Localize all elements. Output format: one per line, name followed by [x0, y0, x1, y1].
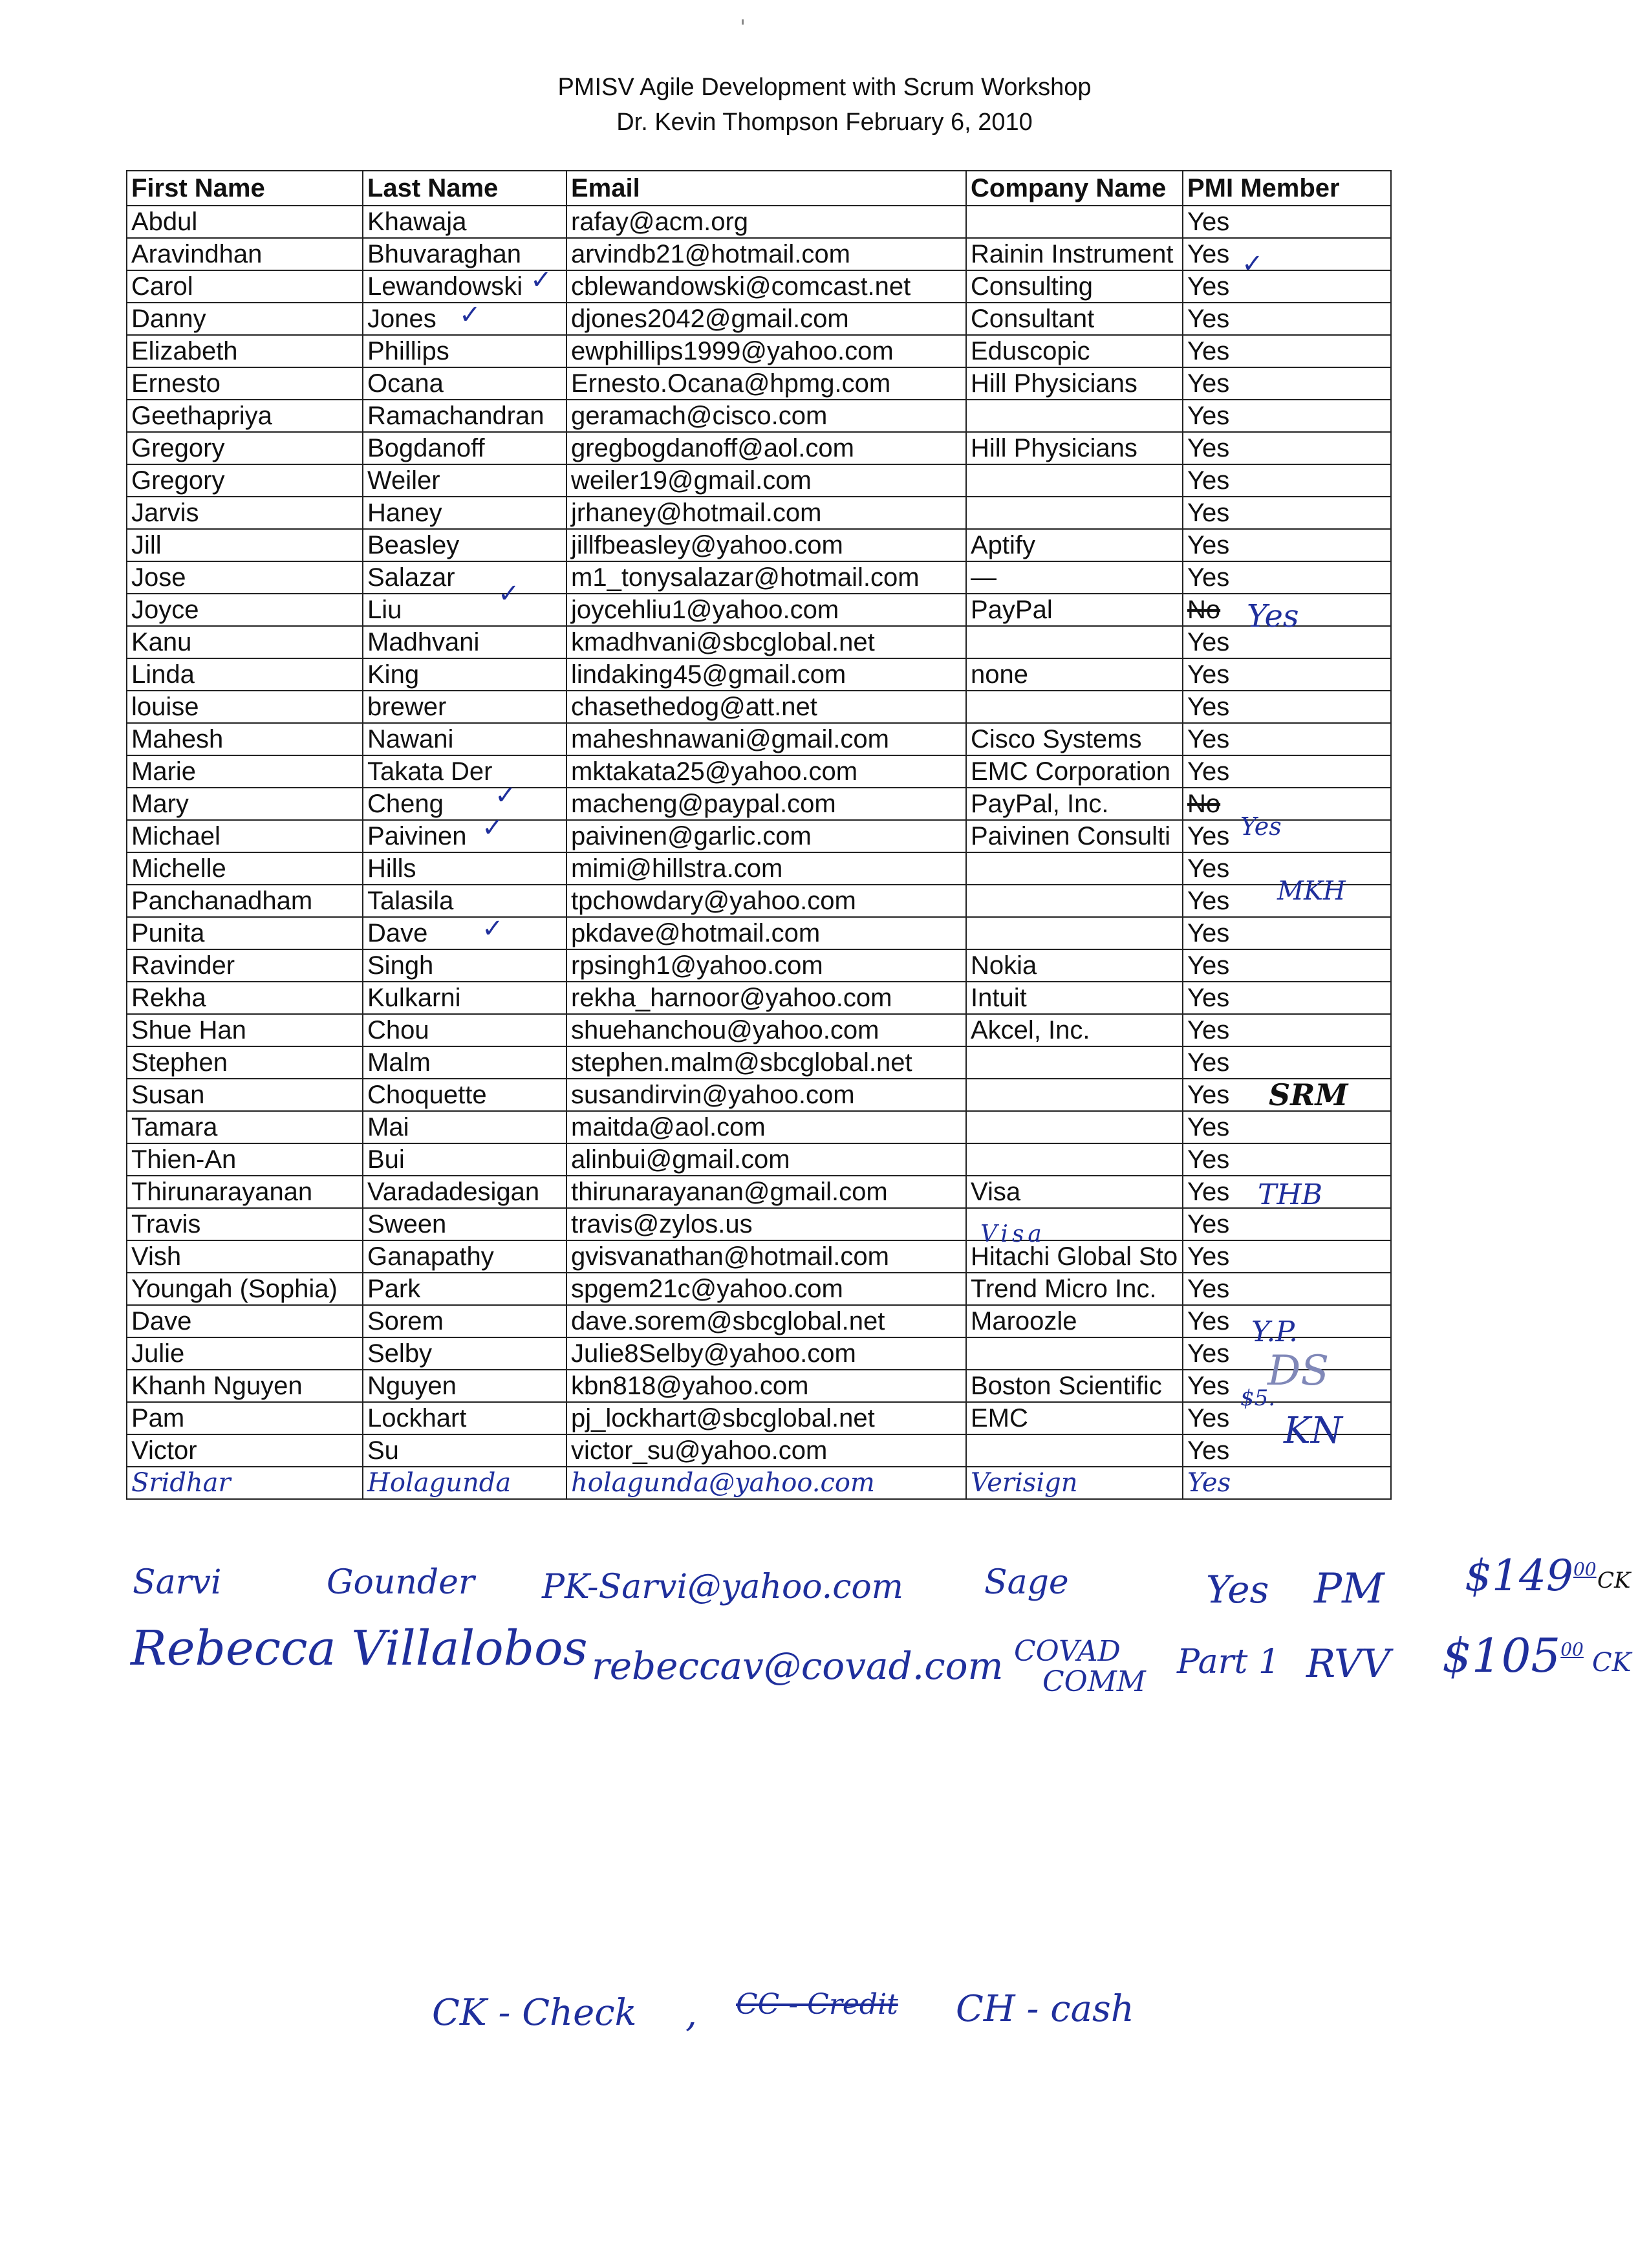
pmi-member-cell: Yes — [1183, 561, 1391, 594]
table-row — [127, 885, 1391, 917]
last-name-cell: Bui — [363, 1143, 566, 1176]
table-row — [127, 1079, 1391, 1111]
company-cell: Consultant — [966, 303, 1183, 335]
pmi-member-cell: Yes — [1183, 497, 1391, 529]
extra-initials: RVV — [1306, 1641, 1390, 1687]
company-cell: Nokia — [966, 949, 1183, 982]
company-cell: PayPal, Inc. — [966, 788, 1183, 820]
last-name-cell: Weiler — [363, 464, 566, 497]
company-cell: Visa — [966, 1176, 1183, 1208]
pmi-member-cell: Yes — [1183, 1305, 1391, 1337]
email-cell: Ernesto.Ocana@hpmg.com — [566, 367, 966, 400]
pmi-member-cell: Yes — [1183, 529, 1391, 561]
table-row — [127, 1143, 1391, 1176]
pmi-member-cell: Yes — [1183, 400, 1391, 432]
mary-pmi-correction: Yes — [1240, 812, 1282, 841]
company-cell — [966, 206, 1183, 238]
last-name-cell: Jones — [363, 303, 566, 335]
last-name-cell: Takata Der — [363, 755, 566, 788]
email-cell: maheshnawani@gmail.com — [566, 723, 966, 755]
first-name-cell: Sridhar — [127, 1467, 363, 1499]
company-cell: EMC — [966, 1402, 1183, 1434]
company-cell — [966, 400, 1183, 432]
table-row — [127, 1273, 1391, 1305]
last-name-cell: King — [363, 658, 566, 691]
table-row — [127, 1370, 1391, 1402]
email-cell: shuehanchou@yahoo.com — [566, 1014, 966, 1046]
last-name-cell: Kulkarni — [363, 982, 566, 1014]
pmi-member-cell: Yes — [1183, 852, 1391, 885]
pmi-member-cell: Yes — [1183, 432, 1391, 464]
first-name-cell: Rekha — [127, 982, 363, 1014]
email-cell: maitda@aol.com — [566, 1111, 966, 1143]
table-row — [127, 1240, 1391, 1273]
email-cell: arvindb21@hotmail.com — [566, 238, 966, 270]
first-name-cell: Mahesh — [127, 723, 363, 755]
email-cell: gvisvanathan@hotmail.com — [566, 1240, 966, 1273]
first-name-cell: Aravindhan — [127, 238, 363, 270]
first-name-cell: Youngah (Sophia) — [127, 1273, 363, 1305]
amount-cents: 00 — [1560, 1639, 1584, 1660]
email-cell: kmadhvani@sbcglobal.net — [566, 626, 966, 658]
first-name-cell: Punita — [127, 917, 363, 949]
table-header-row — [127, 171, 1391, 206]
company-cell: Akcel, Inc. — [966, 1014, 1183, 1046]
email-cell: rekha_harnoor@yahoo.com — [566, 982, 966, 1014]
pmi-member-cell: Yes — [1183, 1046, 1391, 1079]
company-cell: Consulting — [966, 270, 1183, 303]
email-cell: dave.sorem@sbcglobal.net — [566, 1305, 966, 1337]
first-name-cell: Danny — [127, 303, 363, 335]
table-row — [127, 1208, 1391, 1240]
email-cell: thirunarayanan@gmail.com — [566, 1176, 966, 1208]
last-name-cell: Lockhart — [363, 1402, 566, 1434]
last-name-cell: Sween — [363, 1208, 566, 1240]
email-cell: stephen.malm@sbcglobal.net — [566, 1046, 966, 1079]
company-cell — [966, 464, 1183, 497]
last-name-cell: Dave — [363, 917, 566, 949]
legend-cash: CH - cash — [956, 1988, 1134, 2030]
attendance-table — [126, 170, 1392, 1500]
legend-separator: , — [685, 1993, 697, 2035]
last-name-cell: Talasila — [363, 885, 566, 917]
company-cell — [966, 852, 1183, 885]
first-name-cell: Ravinder — [127, 949, 363, 982]
last-name-cell: Su — [363, 1434, 566, 1467]
table-row — [127, 561, 1391, 594]
pmi-member-cell: Yes — [1183, 1079, 1391, 1111]
table-row — [127, 400, 1391, 432]
email-cell: macheng@paypal.com — [566, 788, 966, 820]
table-row — [127, 982, 1391, 1014]
table-row — [127, 367, 1391, 400]
last-name-cell: Bhuvaraghan — [363, 238, 566, 270]
table-row — [127, 206, 1391, 238]
pmi-member-cell: Yes — [1183, 626, 1391, 658]
first-name-cell: Michelle — [127, 852, 363, 885]
last-name-cell: Ramachandran — [363, 400, 566, 432]
first-name-cell: Thien-An — [127, 1143, 363, 1176]
last-name-cell: Mai — [363, 1111, 566, 1143]
joyce-pmi-correction: Yes — [1247, 598, 1299, 634]
company-cell: none — [966, 658, 1183, 691]
first-name-cell: Victor — [127, 1434, 363, 1467]
table-row — [127, 820, 1391, 852]
extra-note: Part 1 — [1177, 1643, 1280, 1681]
company-cell: Paivinen Consulti — [966, 820, 1183, 852]
table-row — [127, 303, 1391, 335]
company-cell: Eduscopic — [966, 335, 1183, 367]
first-name-cell: Panchanadham — [127, 885, 363, 917]
table-row — [127, 755, 1391, 788]
table-row — [127, 432, 1391, 464]
email-cell: victor_su@yahoo.com — [566, 1434, 966, 1467]
email-cell: lindaking45@gmail.com — [566, 658, 966, 691]
first-name-cell: Joyce — [127, 594, 363, 626]
check-mark-icon: ✓ — [482, 914, 504, 943]
company-cell: Hill Physicians — [966, 432, 1183, 464]
table-row — [127, 335, 1391, 367]
pmi-member-cell: Yes — [1183, 949, 1391, 982]
pmi-member-cell: No — [1183, 594, 1391, 626]
company-cell: Aptify — [966, 529, 1183, 561]
email-cell: kbn818@yahoo.com — [566, 1370, 966, 1402]
pmi-member-cell: Yes — [1183, 270, 1391, 303]
email-cell: ewphillips1999@yahoo.com — [566, 335, 966, 367]
company-cell — [966, 885, 1183, 917]
first-name-cell: Elizabeth — [127, 335, 363, 367]
email-cell: pkdave@hotmail.com — [566, 917, 966, 949]
company-cell: — — [966, 561, 1183, 594]
check-mark-icon: ✓ — [1242, 250, 1264, 278]
table-row — [127, 1176, 1391, 1208]
pmi-member-cell: Yes — [1183, 303, 1391, 335]
first-name-cell: Gregory — [127, 464, 363, 497]
first-name-cell: Dave — [127, 1305, 363, 1337]
pmi-member-cell: Yes — [1183, 1273, 1391, 1305]
last-name-cell: Salazar — [363, 561, 566, 594]
company-cell: Hitachi Global Sto — [966, 1240, 1183, 1273]
table-row — [127, 1434, 1391, 1467]
last-name-cell: Beasley — [363, 529, 566, 561]
signature-thb: THB — [1258, 1178, 1323, 1211]
pmi-member-cell: Yes — [1183, 1402, 1391, 1434]
table-row — [127, 691, 1391, 723]
table-row — [127, 917, 1391, 949]
last-name-cell: Nawani — [363, 723, 566, 755]
last-name-cell: Selby — [363, 1337, 566, 1370]
first-name-cell: Shue Han — [127, 1014, 363, 1046]
email-cell: rpsingh1@yahoo.com — [566, 949, 966, 982]
first-name-cell: Stephen — [127, 1046, 363, 1079]
extra-company-line1: COVAD — [1014, 1635, 1121, 1668]
column-header: Company Name — [966, 171, 1183, 206]
pmi-member-cell: Yes — [1183, 238, 1391, 270]
last-name-cell: Cheng — [363, 788, 566, 820]
last-name-cell: Bogdanoff — [363, 432, 566, 464]
last-name-cell: Malm — [363, 1046, 566, 1079]
company-cell: Maroozle — [966, 1305, 1183, 1337]
table-row — [127, 497, 1391, 529]
table-row — [127, 1046, 1391, 1079]
first-name-cell: Travis — [127, 1208, 363, 1240]
pmi-member-cell: Yes — [1183, 367, 1391, 400]
visa-company-note: Visa — [980, 1221, 1046, 1247]
email-cell: travis@zylos.us — [566, 1208, 966, 1240]
last-name-cell: Chou — [363, 1014, 566, 1046]
first-name-cell: Tamara — [127, 1111, 363, 1143]
company-cell — [966, 1143, 1183, 1176]
first-name-cell: Gregory — [127, 432, 363, 464]
last-name-cell: Nguyen — [363, 1370, 566, 1402]
legend-struck: CC - Credit — [736, 1988, 898, 2021]
last-name-cell: Paivinen — [363, 820, 566, 852]
extra-method: CK — [1592, 1648, 1632, 1678]
email-cell: mktakata25@yahoo.com — [566, 755, 966, 788]
check-mark-icon: ✓ — [459, 301, 481, 329]
last-name-cell: brewer — [363, 691, 566, 723]
last-name-cell: Ganapathy — [363, 1240, 566, 1273]
email-cell: tpchowdary@yahoo.com — [566, 885, 966, 917]
email-cell: gregbogdanoff@aol.com — [566, 432, 966, 464]
table-body — [127, 206, 1391, 1499]
pmi-member-cell: Yes — [1183, 1434, 1391, 1467]
signature-mkh: MKH — [1277, 876, 1346, 906]
first-name-cell: Khanh Nguyen — [127, 1370, 363, 1402]
first-name-cell: Ernesto — [127, 367, 363, 400]
table-row — [127, 1337, 1391, 1370]
table-row — [127, 723, 1391, 755]
company-cell: EMC Corporation — [966, 755, 1183, 788]
last-name-cell: Varadadesigan — [363, 1176, 566, 1208]
extra-full-name: Rebecca Villalobos — [131, 1621, 588, 1676]
last-name-cell: Lewandowski — [363, 270, 566, 303]
pmi-member-cell: Yes — [1183, 1337, 1391, 1370]
last-name-cell: Ocana — [363, 367, 566, 400]
pmi-member-cell: Yes — [1183, 1240, 1391, 1273]
pmi-member-cell: Yes — [1183, 917, 1391, 949]
extra-pmi: Yes — [1206, 1568, 1269, 1612]
email-cell: weiler19@gmail.com — [566, 464, 966, 497]
first-name-cell: Jose — [127, 561, 363, 594]
legend-check: CK - Check — [432, 1992, 637, 2034]
company-cell: PayPal — [966, 594, 1183, 626]
table-row — [127, 1402, 1391, 1434]
first-name-cell: Pam — [127, 1402, 363, 1434]
company-cell — [966, 1337, 1183, 1370]
first-name-cell: Thirunarayanan — [127, 1176, 363, 1208]
pmi-member-cell: Yes — [1183, 206, 1391, 238]
pmi-member-cell: Yes — [1183, 820, 1391, 852]
column-header: Email — [566, 171, 966, 206]
company-cell — [966, 497, 1183, 529]
email-cell: holagunda@yahoo.com — [566, 1467, 966, 1499]
signature-srm: SRM — [1269, 1077, 1348, 1112]
amount-dollars: $105 — [1442, 1628, 1561, 1683]
check-mark-icon: ✓ — [495, 781, 517, 810]
company-cell: Cisco Systems — [966, 723, 1183, 755]
table-row — [127, 626, 1391, 658]
first-name-cell: Abdul — [127, 206, 363, 238]
last-name-cell: Park — [363, 1273, 566, 1305]
table-row — [127, 594, 1391, 626]
last-name-cell: Holagunda — [363, 1467, 566, 1499]
table-row — [127, 1014, 1391, 1046]
document-subtitle: Dr. Kevin Thompson February 6, 2010 — [616, 109, 1033, 136]
check-mark-icon: ✓ — [498, 579, 520, 608]
table-row — [127, 1111, 1391, 1143]
last-name-cell: Phillips — [363, 335, 566, 367]
check-mark-icon: ✓ — [482, 814, 504, 842]
extra-amount — [1442, 1628, 1584, 1683]
pmi-member-cell: Yes — [1183, 982, 1391, 1014]
pmi-member-cell: Yes — [1183, 658, 1391, 691]
company-cell — [966, 1079, 1183, 1111]
last-name-cell: Khawaja — [363, 206, 566, 238]
extra-company: Sage — [984, 1563, 1069, 1602]
email-cell: alinbui@gmail.com — [566, 1143, 966, 1176]
company-cell — [966, 1046, 1183, 1079]
email-cell: susandirvin@yahoo.com — [566, 1079, 966, 1111]
extra-email: rebeccav@covad.com — [592, 1644, 1004, 1688]
email-cell: joycehliu1@yahoo.com — [566, 594, 966, 626]
table-row — [127, 270, 1391, 303]
email-cell: jrhaney@hotmail.com — [566, 497, 966, 529]
first-name-cell: Linda — [127, 658, 363, 691]
email-cell: jillfbeasley@yahoo.com — [566, 529, 966, 561]
email-cell: rafay@acm.org — [566, 206, 966, 238]
extra-last-name: Gounder — [327, 1563, 475, 1602]
company-cell — [966, 626, 1183, 658]
company-cell: Boston Scientific — [966, 1370, 1183, 1402]
extra-initials: PM — [1314, 1565, 1385, 1613]
signature-kn: KN — [1284, 1410, 1342, 1452]
pmi-member-cell: Yes — [1183, 723, 1391, 755]
pmi-member-cell: Yes — [1183, 885, 1391, 917]
company-cell — [966, 1111, 1183, 1143]
table-row — [127, 949, 1391, 982]
first-name-cell: Kanu — [127, 626, 363, 658]
table-row — [127, 1305, 1391, 1337]
scan-speck — [742, 19, 744, 25]
document-title: PMISV Agile Development with Scrum Workshop — [557, 74, 1092, 101]
extra-company-line2: COMM — [1042, 1665, 1146, 1698]
first-name-cell: Jill — [127, 529, 363, 561]
first-name-cell: Marie — [127, 755, 363, 788]
pmi-member-cell: Yes — [1183, 1111, 1391, 1143]
first-name-cell: Julie — [127, 1337, 363, 1370]
column-header: Last Name — [363, 171, 566, 206]
first-name-cell: Susan — [127, 1079, 363, 1111]
pmi-member-cell: Yes — [1183, 464, 1391, 497]
table-row — [127, 788, 1391, 820]
email-cell: cblewandowski@comcast.net — [566, 270, 966, 303]
extra-first-name: Sarvi — [133, 1563, 222, 1602]
email-cell: m1_tonysalazar@hotmail.com — [566, 561, 966, 594]
first-name-cell: louise — [127, 691, 363, 723]
signature-yp: Y.P. — [1251, 1315, 1299, 1348]
company-cell — [966, 691, 1183, 723]
first-name-cell: Michael — [127, 820, 363, 852]
email-cell: geramach@cisco.com — [566, 400, 966, 432]
pmi-member-cell: Yes — [1183, 335, 1391, 367]
last-name-cell: Haney — [363, 497, 566, 529]
table-row — [127, 658, 1391, 691]
document-header — [0, 70, 1649, 140]
first-name-cell: Mary — [127, 788, 363, 820]
email-cell: mimi@hillstra.com — [566, 852, 966, 885]
pmi-member-cell: Yes — [1183, 755, 1391, 788]
extra-email: PK-Sarvi@yahoo.com — [542, 1568, 903, 1606]
signature-ds: DS — [1267, 1347, 1330, 1395]
company-cell: Hill Physicians — [966, 367, 1183, 400]
pmi-member-cell: Yes — [1183, 691, 1391, 723]
column-header: PMI Member — [1183, 171, 1391, 206]
last-name-cell: Sorem — [363, 1305, 566, 1337]
pmi-member-cell: Yes — [1183, 1176, 1391, 1208]
extra-amount — [1465, 1551, 1597, 1601]
table-row — [127, 852, 1391, 885]
last-name-cell: Choquette — [363, 1079, 566, 1111]
pmi-member-cell: No — [1183, 788, 1391, 820]
pmi-member-cell: Yes — [1183, 1208, 1391, 1240]
table-row — [127, 238, 1391, 270]
table-row — [127, 464, 1391, 497]
last-name-cell: Madhvani — [363, 626, 566, 658]
email-cell: chasethedog@att.net — [566, 691, 966, 723]
email-cell: djones2042@gmail.com — [566, 303, 966, 335]
email-cell: spgem21c@yahoo.com — [566, 1273, 966, 1305]
email-cell: pj_lockhart@sbcglobal.net — [566, 1402, 966, 1434]
company-cell: Intuit — [966, 982, 1183, 1014]
amount-dollars: $149 — [1465, 1551, 1573, 1601]
pmi-member-cell: Yes — [1183, 1014, 1391, 1046]
pmi-member-cell: Yes — [1183, 1467, 1391, 1499]
first-name-cell: Vish — [127, 1240, 363, 1273]
first-name-cell: Carol — [127, 270, 363, 303]
company-cell — [966, 1434, 1183, 1467]
pmi-member-cell: Yes — [1183, 1370, 1391, 1402]
first-name-cell: Geethapriya — [127, 400, 363, 432]
first-name-cell: Jarvis — [127, 497, 363, 529]
julie-payment-note: $5. — [1240, 1385, 1276, 1411]
company-cell: Verisign — [966, 1467, 1183, 1499]
email-cell: paivinen@garlic.com — [566, 820, 966, 852]
pmi-member-cell: Yes — [1183, 1143, 1391, 1176]
company-cell: Trend Micro Inc. — [966, 1273, 1183, 1305]
last-name-cell: Liu — [363, 594, 566, 626]
last-name-cell: Hills — [363, 852, 566, 885]
check-mark-icon: ✓ — [530, 266, 552, 294]
last-name-cell: Singh — [363, 949, 566, 982]
column-header: First Name — [127, 171, 363, 206]
email-cell: Julie8Selby@yahoo.com — [566, 1337, 966, 1370]
table-row — [127, 529, 1391, 561]
company-cell — [966, 917, 1183, 949]
extra-method: CK — [1597, 1568, 1631, 1593]
table-row-handwritten — [127, 1467, 1391, 1499]
amount-cents: 00 — [1573, 1559, 1597, 1580]
company-cell: Rainin Instrument — [966, 238, 1183, 270]
